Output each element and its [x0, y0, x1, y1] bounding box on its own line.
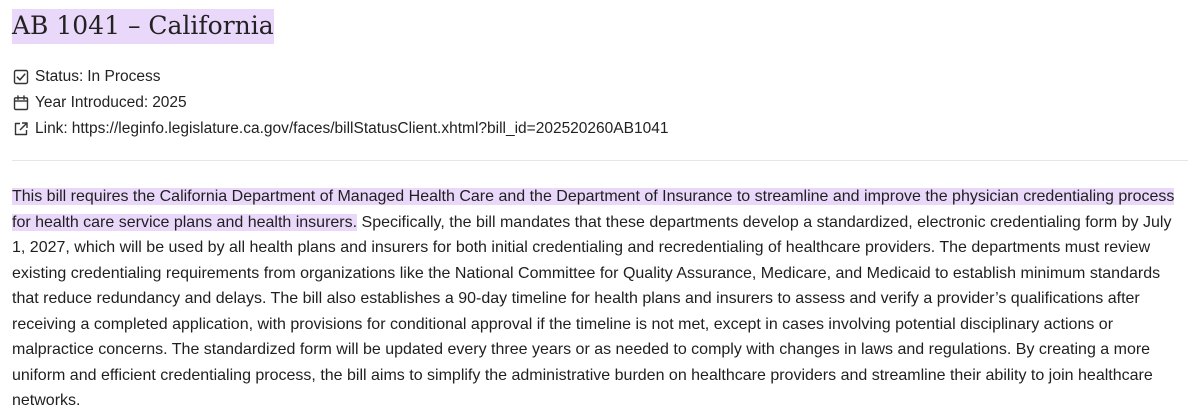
- external-link-icon: [12, 121, 29, 138]
- year-label: Year Introduced:: [35, 94, 149, 111]
- link-label: Link:: [35, 120, 68, 137]
- bill-title: AB 1041 – California: [12, 9, 274, 44]
- year-row: [12, 90, 1188, 116]
- bill-summary: [12, 184, 1188, 414]
- divider: [12, 160, 1188, 161]
- status-label: Status:: [35, 68, 84, 85]
- status-value: In Process: [87, 68, 161, 85]
- bill-meta: [12, 64, 1188, 142]
- calendar-icon: [12, 95, 29, 112]
- checkbox-checked-icon: [12, 69, 29, 86]
- link-url[interactable]: https://leginfo.legislature.ca.gov/faces/billStatusClient.xhtml?bill_id=202520260AB1041: [71, 120, 669, 137]
- summary-text: Specifically, the bill mandates that these departments develop a standardized, electronic credentialing form by July 1, 2027, which will be used by all health plans and insurers for both initial credentialing and recredentialing of healthcare providers. The departments must review existing credentialing requirements from organizations like the National Committee for Quality Assurance, Medicare, and Medicaid to establish minimum standards that reduce redundancy and delays. The bill also establishes a 90-day timeline for health plans and insurers to assess and verify a provider’s qualifications after receiving a completed application, with provisions for conditional approval if the timeline is not met, except in cases involving potential disciplinary actions or malpractice concerns. The standardized form will be updated every three years or as needed to comply with changes in laws and regulations. By creating a more uniform and efficient credentialing process, the bill aims to simplify the administrative burden on healthcare providers and streamline their ability to join healthcare networks.: [12, 213, 1172, 409]
- page-title: [12, 7, 274, 45]
- year-value: 2025: [152, 94, 187, 111]
- status-row: [12, 64, 1188, 90]
- link-row: [12, 116, 1188, 142]
- summary-highlighted-text: This bill requires the California Department of Managed Health Care and the Department of Insurance to streamline and improve the physician credentialing process for health care service plans and health insurers.: [12, 188, 1175, 231]
